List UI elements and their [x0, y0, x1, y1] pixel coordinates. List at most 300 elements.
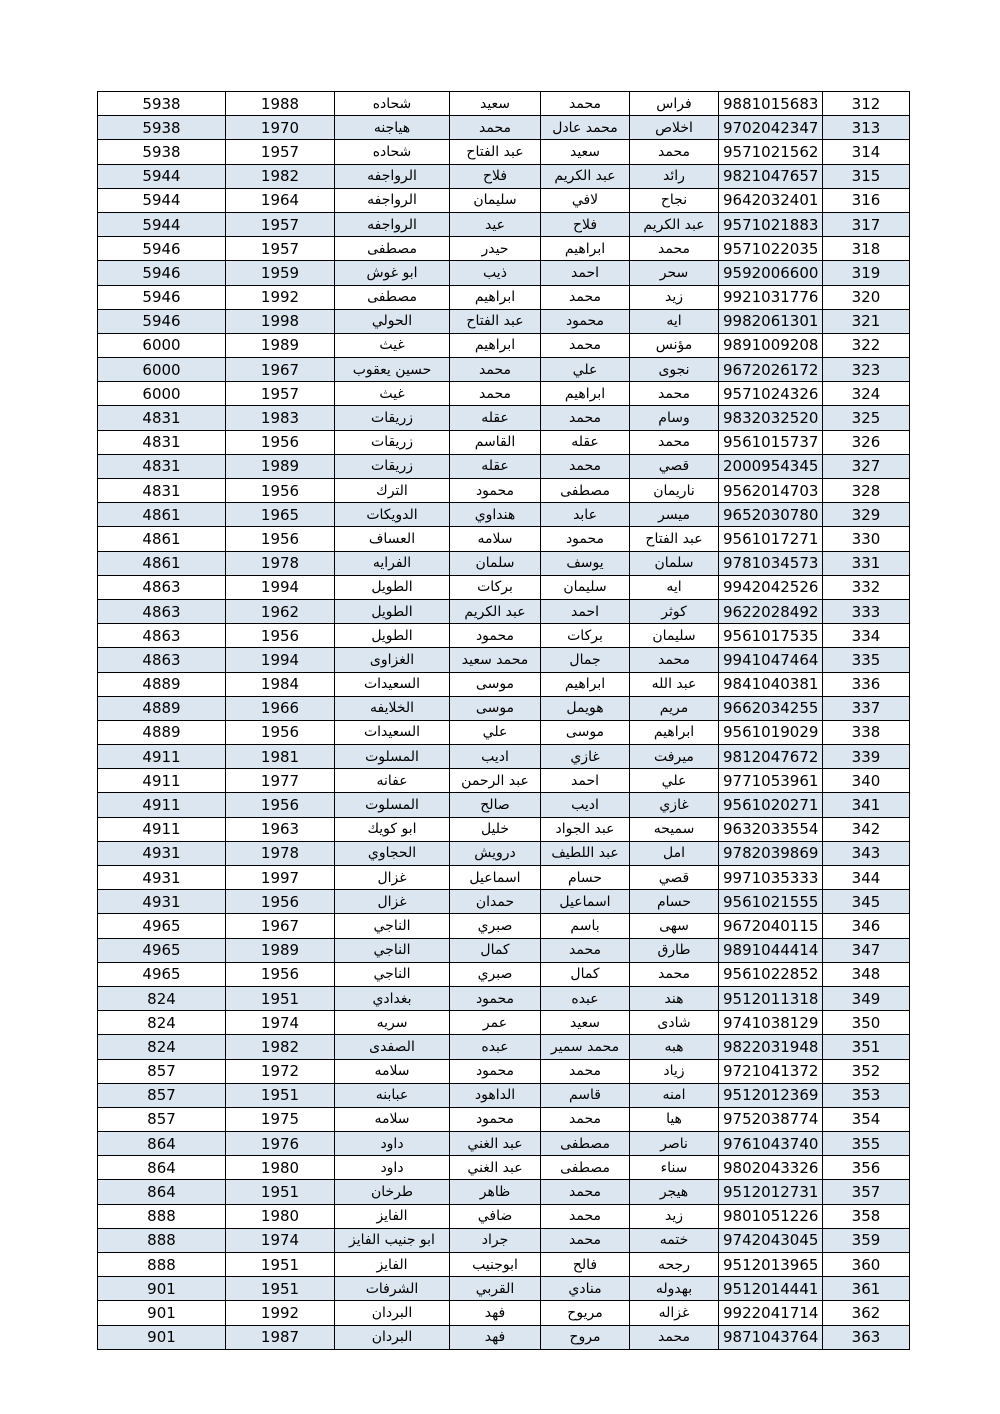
table-row — [98, 938, 910, 962]
group-code-cell: 824 — [98, 1011, 226, 1035]
grandfather-name-cell: صالح — [450, 793, 541, 817]
grandfather-name-cell: عبد الرحمن — [450, 769, 541, 793]
table-row — [98, 358, 910, 382]
father-name-cell: محمد — [541, 1204, 630, 1228]
row-number-cell: 352 — [823, 1059, 910, 1083]
group-code-cell: 4931 — [98, 866, 226, 890]
group-code-cell: 5946 — [98, 309, 226, 333]
grandfather-name-cell: عبد الكريم — [450, 599, 541, 623]
family-name-cell: الفايز — [335, 1204, 450, 1228]
first-name-cell: سحر — [630, 261, 719, 285]
grandfather-name-cell: فهد — [450, 1301, 541, 1325]
national-id-cell: 9781034573 — [719, 551, 823, 575]
grandfather-name-cell: بركات — [450, 575, 541, 599]
table-row — [98, 140, 910, 164]
first-name-cell: محمد — [630, 237, 719, 261]
national-id-cell: 9971035333 — [719, 866, 823, 890]
family-name-cell: غزال — [335, 890, 450, 914]
first-name-cell: ابراهيم — [630, 720, 719, 744]
group-code-cell: 4931 — [98, 890, 226, 914]
table-row — [98, 285, 910, 309]
group-code-cell: 857 — [98, 1059, 226, 1083]
first-name-cell: غزاله — [630, 1301, 719, 1325]
family-name-cell: الحجاوي — [335, 841, 450, 865]
group-code-cell: 5944 — [98, 188, 226, 212]
first-name-cell: امل — [630, 841, 719, 865]
family-name-cell: سلامه — [335, 1059, 450, 1083]
grandfather-name-cell: عقله — [450, 406, 541, 430]
family-name-cell: غيث — [335, 382, 450, 406]
group-code-cell: 4831 — [98, 454, 226, 478]
national-id-cell: 9891009208 — [719, 333, 823, 357]
father-name-cell: سعيد — [541, 1011, 630, 1035]
grandfather-name-cell: القربي — [450, 1277, 541, 1301]
row-number-cell: 320 — [823, 285, 910, 309]
family-name-cell: داود — [335, 1156, 450, 1180]
birth-year-cell: 1951 — [226, 986, 335, 1010]
birth-year-cell: 1957 — [226, 382, 335, 406]
row-number-cell: 321 — [823, 309, 910, 333]
family-name-cell: المسلوت — [335, 745, 450, 769]
table-row — [98, 866, 910, 890]
row-number-cell: 332 — [823, 575, 910, 599]
national-id-cell: 9941047464 — [719, 648, 823, 672]
father-name-cell: قاسم — [541, 1083, 630, 1107]
family-name-cell: سريه — [335, 1011, 450, 1035]
national-id-cell: 9561017535 — [719, 624, 823, 648]
father-name-cell: مروح — [541, 1325, 630, 1349]
first-name-cell: محمد — [630, 962, 719, 986]
birth-year-cell: 1974 — [226, 1228, 335, 1252]
table-row — [98, 1035, 910, 1059]
father-name-cell: محمد — [541, 333, 630, 357]
row-number-cell: 347 — [823, 938, 910, 962]
first-name-cell: فراس — [630, 92, 719, 116]
birth-year-cell: 1976 — [226, 1132, 335, 1156]
birth-year-cell: 1957 — [226, 212, 335, 236]
row-number-cell: 351 — [823, 1035, 910, 1059]
grandfather-name-cell: عبد الفتاح — [450, 140, 541, 164]
father-name-cell: ابراهيم — [541, 382, 630, 406]
row-number-cell: 340 — [823, 769, 910, 793]
national-id-cell: 9921031776 — [719, 285, 823, 309]
first-name-cell: محمد — [630, 1325, 719, 1349]
table-row — [98, 382, 910, 406]
father-name-cell: يوسف — [541, 551, 630, 575]
first-name-cell: هند — [630, 986, 719, 1010]
national-id-cell: 9561019029 — [719, 720, 823, 744]
grandfather-name-cell: الداهود — [450, 1083, 541, 1107]
first-name-cell: سلمان — [630, 551, 719, 575]
row-number-cell: 342 — [823, 817, 910, 841]
first-name-cell: سهى — [630, 914, 719, 938]
birth-year-cell: 1978 — [226, 841, 335, 865]
first-name-cell: رجحه — [630, 1253, 719, 1277]
row-number-cell: 312 — [823, 92, 910, 116]
grandfather-name-cell: علي — [450, 720, 541, 744]
row-number-cell: 319 — [823, 261, 910, 285]
grandfather-name-cell: ابوجنيب — [450, 1253, 541, 1277]
father-name-cell: باسم — [541, 914, 630, 938]
national-id-cell: 9571021562 — [719, 140, 823, 164]
father-name-cell: محمود — [541, 527, 630, 551]
national-id-cell: 9632033554 — [719, 817, 823, 841]
grandfather-name-cell: موسى — [450, 672, 541, 696]
row-number-cell: 331 — [823, 551, 910, 575]
national-id-cell: 9672040115 — [719, 914, 823, 938]
national-id-cell: 9721041372 — [719, 1059, 823, 1083]
row-number-cell: 338 — [823, 720, 910, 744]
table-row — [98, 1204, 910, 1228]
row-number-cell: 345 — [823, 890, 910, 914]
birth-year-cell: 1978 — [226, 551, 335, 575]
group-code-cell: 4861 — [98, 527, 226, 551]
birth-year-cell: 1981 — [226, 745, 335, 769]
group-code-cell: 4863 — [98, 575, 226, 599]
table-row — [98, 1107, 910, 1131]
family-name-cell: العساف — [335, 527, 450, 551]
father-name-cell: مصطفى — [541, 1132, 630, 1156]
birth-year-cell: 1992 — [226, 1301, 335, 1325]
family-name-cell: الشرفات — [335, 1277, 450, 1301]
family-name-cell: الطويل — [335, 624, 450, 648]
group-code-cell: 4831 — [98, 430, 226, 454]
row-number-cell: 346 — [823, 914, 910, 938]
family-name-cell: هياجنه — [335, 116, 450, 140]
table-row — [98, 745, 910, 769]
table-row — [98, 624, 910, 648]
group-code-cell: 4889 — [98, 672, 226, 696]
national-id-cell: 9562014703 — [719, 479, 823, 503]
birth-year-cell: 1987 — [226, 1325, 335, 1349]
row-number-cell: 329 — [823, 503, 910, 527]
birth-year-cell: 1982 — [226, 1035, 335, 1059]
group-code-cell: 4911 — [98, 793, 226, 817]
group-code-cell: 6000 — [98, 333, 226, 357]
grandfather-name-cell: عقله — [450, 454, 541, 478]
table-row — [98, 261, 910, 285]
father-name-cell: محمد — [541, 1180, 630, 1204]
national-id-cell: 9512012731 — [719, 1180, 823, 1204]
grandfather-name-cell: سلمان — [450, 551, 541, 575]
family-name-cell: غزال — [335, 866, 450, 890]
row-number-cell: 326 — [823, 430, 910, 454]
table-row — [98, 309, 910, 333]
national-id-cell: 9571021883 — [719, 212, 823, 236]
first-name-cell: ميسر — [630, 503, 719, 527]
father-name-cell: محمد — [541, 454, 630, 478]
row-number-cell: 344 — [823, 866, 910, 890]
family-name-cell: ابو كويك — [335, 817, 450, 841]
birth-year-cell: 1957 — [226, 140, 335, 164]
birth-year-cell: 1956 — [226, 624, 335, 648]
birth-year-cell: 1972 — [226, 1059, 335, 1083]
birth-year-cell: 1956 — [226, 430, 335, 454]
national-id-cell: 9771053961 — [719, 769, 823, 793]
first-name-cell: هيجر — [630, 1180, 719, 1204]
first-name-cell: هيا — [630, 1107, 719, 1131]
national-id-cell: 9782039869 — [719, 841, 823, 865]
birth-year-cell: 1980 — [226, 1204, 335, 1228]
first-name-cell: كوثر — [630, 599, 719, 623]
family-name-cell: الخلايفه — [335, 696, 450, 720]
national-id-cell: 9622028492 — [719, 599, 823, 623]
grandfather-name-cell: اسماعيل — [450, 866, 541, 890]
birth-year-cell: 1983 — [226, 406, 335, 430]
family-name-cell: المسلوت — [335, 793, 450, 817]
family-name-cell: الفرايه — [335, 551, 450, 575]
grandfather-name-cell: سليمان — [450, 188, 541, 212]
grandfather-name-cell: عبده — [450, 1035, 541, 1059]
first-name-cell: نجاح — [630, 188, 719, 212]
family-name-cell: الطويل — [335, 575, 450, 599]
birth-year-cell: 1963 — [226, 817, 335, 841]
group-code-cell: 5938 — [98, 140, 226, 164]
group-code-cell: 4889 — [98, 696, 226, 720]
group-code-cell: 4911 — [98, 817, 226, 841]
national-id-cell: 9841040381 — [719, 672, 823, 696]
row-number-cell: 358 — [823, 1204, 910, 1228]
group-code-cell: 901 — [98, 1301, 226, 1325]
group-code-cell: 4965 — [98, 962, 226, 986]
row-number-cell: 341 — [823, 793, 910, 817]
table-row — [98, 817, 910, 841]
birth-year-cell: 1962 — [226, 599, 335, 623]
group-code-cell: 4911 — [98, 769, 226, 793]
first-name-cell: بهدوله — [630, 1277, 719, 1301]
row-number-cell: 316 — [823, 188, 910, 212]
birth-year-cell: 1951 — [226, 1180, 335, 1204]
first-name-cell: ختمه — [630, 1228, 719, 1252]
grandfather-name-cell: محمود — [450, 479, 541, 503]
table-row — [98, 527, 910, 551]
first-name-cell: مؤنس — [630, 333, 719, 357]
father-name-cell: فالح — [541, 1253, 630, 1277]
row-number-cell: 362 — [823, 1301, 910, 1325]
family-name-cell: الناجي — [335, 914, 450, 938]
father-name-cell: سعيد — [541, 140, 630, 164]
table-row — [98, 551, 910, 575]
national-id-cell: 9891044414 — [719, 938, 823, 962]
national-id-cell: 9832032520 — [719, 406, 823, 430]
father-name-cell: اديب — [541, 793, 630, 817]
grandfather-name-cell: القاسم — [450, 430, 541, 454]
birth-year-cell: 1956 — [226, 793, 335, 817]
first-name-cell: شادى — [630, 1011, 719, 1035]
grandfather-name-cell: عبد الفتاح — [450, 309, 541, 333]
birth-year-cell: 1974 — [226, 1011, 335, 1035]
first-name-cell: عبد الله — [630, 672, 719, 696]
family-name-cell: الناجي — [335, 938, 450, 962]
national-id-cell: 9881015683 — [719, 92, 823, 116]
group-code-cell: 5946 — [98, 237, 226, 261]
group-code-cell: 857 — [98, 1107, 226, 1131]
birth-year-cell: 1951 — [226, 1253, 335, 1277]
father-name-cell: احمد — [541, 599, 630, 623]
family-name-cell: الناجي — [335, 962, 450, 986]
national-id-cell: 9871043764 — [719, 1325, 823, 1349]
family-name-cell: ابو جنيب الفايز — [335, 1228, 450, 1252]
national-id-cell: 9652030780 — [719, 503, 823, 527]
table-row — [98, 406, 910, 430]
national-id-cell: 9802043326 — [719, 1156, 823, 1180]
first-name-cell: سليمان — [630, 624, 719, 648]
first-name-cell: محمد — [630, 382, 719, 406]
row-number-cell: 361 — [823, 1277, 910, 1301]
family-name-cell: السعيدات — [335, 672, 450, 696]
group-code-cell: 4831 — [98, 406, 226, 430]
birth-year-cell: 1992 — [226, 285, 335, 309]
grandfather-name-cell: ضافي — [450, 1204, 541, 1228]
father-name-cell: مصطفى — [541, 479, 630, 503]
birth-year-cell: 1956 — [226, 720, 335, 744]
group-code-cell: 4931 — [98, 841, 226, 865]
father-name-cell: مريوح — [541, 1301, 630, 1325]
table-row — [98, 430, 910, 454]
birth-year-cell: 1989 — [226, 938, 335, 962]
row-number-cell: 349 — [823, 986, 910, 1010]
father-name-cell: محمد عادل — [541, 116, 630, 140]
grandfather-name-cell: جراد — [450, 1228, 541, 1252]
grandfather-name-cell: موسى — [450, 696, 541, 720]
group-code-cell: 4863 — [98, 599, 226, 623]
row-number-cell: 328 — [823, 479, 910, 503]
grandfather-name-cell: محمود — [450, 986, 541, 1010]
father-name-cell: محمد — [541, 1059, 630, 1083]
grandfather-name-cell: خليل — [450, 817, 541, 841]
family-name-cell: ابو غوش — [335, 261, 450, 285]
national-id-cell: 9642032401 — [719, 188, 823, 212]
family-name-cell: عبابنه — [335, 1083, 450, 1107]
row-number-cell: 348 — [823, 962, 910, 986]
table-row — [98, 1253, 910, 1277]
national-id-cell: 9821047657 — [719, 164, 823, 188]
father-name-cell: جمال — [541, 648, 630, 672]
family-name-cell: مصطفى — [335, 285, 450, 309]
grandfather-name-cell: صبري — [450, 914, 541, 938]
birth-year-cell: 1956 — [226, 890, 335, 914]
first-name-cell: محمد — [630, 430, 719, 454]
family-name-cell: سلامه — [335, 1107, 450, 1131]
national-id-cell: 9571022035 — [719, 237, 823, 261]
row-number-cell: 322 — [823, 333, 910, 357]
birth-year-cell: 1951 — [226, 1277, 335, 1301]
grandfather-name-cell: فهد — [450, 1325, 541, 1349]
grandfather-name-cell: اديب — [450, 745, 541, 769]
father-name-cell: منادي — [541, 1277, 630, 1301]
national-id-cell: 9512011318 — [719, 986, 823, 1010]
birth-year-cell: 1980 — [226, 1156, 335, 1180]
birth-year-cell: 1956 — [226, 962, 335, 986]
table-row — [98, 648, 910, 672]
father-name-cell: فلاح — [541, 212, 630, 236]
family-name-cell: الرواجفه — [335, 212, 450, 236]
group-code-cell: 4889 — [98, 720, 226, 744]
table-row — [98, 116, 910, 140]
national-id-cell: 9801051226 — [719, 1204, 823, 1228]
first-name-cell: ايه — [630, 575, 719, 599]
group-code-cell: 6000 — [98, 382, 226, 406]
first-name-cell: قصي — [630, 454, 719, 478]
national-id-cell: 9561020271 — [719, 793, 823, 817]
national-id-cell: 9561021555 — [719, 890, 823, 914]
row-number-cell: 317 — [823, 212, 910, 236]
grandfather-name-cell: عمر — [450, 1011, 541, 1035]
national-id-cell: 9662034255 — [719, 696, 823, 720]
row-number-cell: 353 — [823, 1083, 910, 1107]
first-name-cell: اخلاص — [630, 116, 719, 140]
first-name-cell: سميحه — [630, 817, 719, 841]
group-code-cell: 4965 — [98, 938, 226, 962]
row-number-cell: 339 — [823, 745, 910, 769]
grandfather-name-cell: حيدر — [450, 237, 541, 261]
first-name-cell: ناصر — [630, 1132, 719, 1156]
row-number-cell: 327 — [823, 454, 910, 478]
table-row — [98, 1228, 910, 1252]
father-name-cell: غازي — [541, 745, 630, 769]
family-name-cell: طرخان — [335, 1180, 450, 1204]
father-name-cell: علي — [541, 358, 630, 382]
family-name-cell: مصطفى — [335, 237, 450, 261]
national-id-cell: 9571024326 — [719, 382, 823, 406]
father-name-cell: ابراهيم — [541, 672, 630, 696]
grandfather-name-cell: ابراهيم — [450, 285, 541, 309]
row-number-cell: 350 — [823, 1011, 910, 1035]
father-name-cell: سليمان — [541, 575, 630, 599]
grandfather-name-cell: ظاهر — [450, 1180, 541, 1204]
national-id-cell: 9922041714 — [719, 1301, 823, 1325]
table-row — [98, 92, 910, 116]
birth-year-cell: 1964 — [226, 188, 335, 212]
first-name-cell: رائد — [630, 164, 719, 188]
first-name-cell: قصي — [630, 866, 719, 890]
row-number-cell: 314 — [823, 140, 910, 164]
birth-year-cell: 1967 — [226, 914, 335, 938]
first-name-cell: امنه — [630, 1083, 719, 1107]
table-row — [98, 1156, 910, 1180]
table-row — [98, 1059, 910, 1083]
row-number-cell: 357 — [823, 1180, 910, 1204]
national-id-cell: 9512012369 — [719, 1083, 823, 1107]
group-code-cell: 857 — [98, 1083, 226, 1107]
national-id-cell: 9561017271 — [719, 527, 823, 551]
grandfather-name-cell: كمال — [450, 938, 541, 962]
group-code-cell: 4965 — [98, 914, 226, 938]
birth-year-cell: 1957 — [226, 237, 335, 261]
group-code-cell: 5946 — [98, 261, 226, 285]
grandfather-name-cell: محمد — [450, 358, 541, 382]
grandfather-name-cell: عيد — [450, 212, 541, 236]
table-row — [98, 841, 910, 865]
birth-year-cell: 1998 — [226, 309, 335, 333]
group-code-cell: 888 — [98, 1253, 226, 1277]
table-row — [98, 1132, 910, 1156]
birth-year-cell: 1970 — [226, 116, 335, 140]
group-code-cell: 4831 — [98, 479, 226, 503]
family-name-cell: حسين يعقوب — [335, 358, 450, 382]
grandfather-name-cell: عبد الغني — [450, 1132, 541, 1156]
birth-year-cell: 1956 — [226, 479, 335, 503]
first-name-cell: حسام — [630, 890, 719, 914]
table-row — [98, 769, 910, 793]
national-id-cell: 9812047672 — [719, 745, 823, 769]
national-id-cell: 9592006600 — [719, 261, 823, 285]
group-code-cell: 4863 — [98, 624, 226, 648]
table-row — [98, 1301, 910, 1325]
birth-year-cell: 1975 — [226, 1107, 335, 1131]
family-name-cell: شحاده — [335, 140, 450, 164]
grandfather-name-cell: محمد — [450, 116, 541, 140]
